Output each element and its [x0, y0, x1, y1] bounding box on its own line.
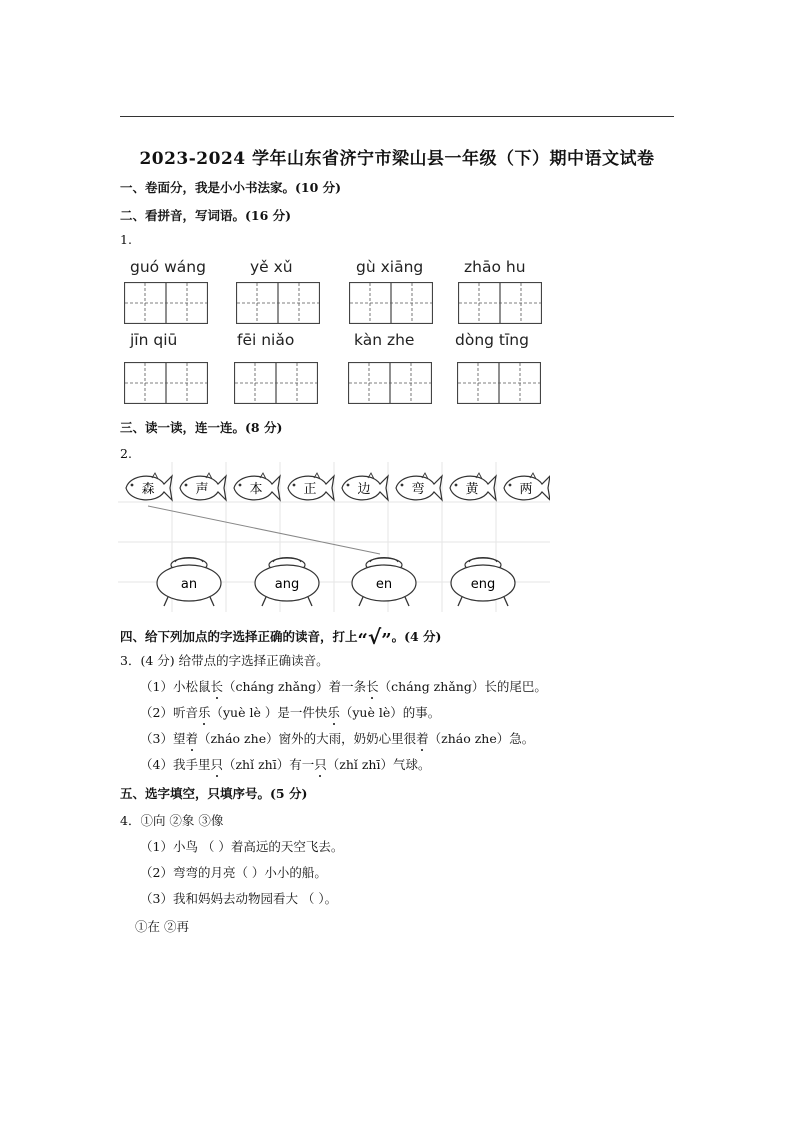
- checkmark-icon: √: [367, 625, 382, 649]
- q4-line-1[interactable]: （1）小鸟 （ ）着高远的天空飞去。: [140, 839, 344, 854]
- q4-line-2[interactable]: （2）弯弯的月亮（ ）小小的船。: [140, 865, 327, 880]
- pot-label: an: [180, 577, 198, 592]
- writing-grid[interactable]: [349, 282, 433, 324]
- pinyin-word: kàn zhe: [354, 331, 415, 349]
- q3-l1-option[interactable]: （cháng zhǎng）长的尾巴。: [378, 679, 547, 694]
- q3-l4-option[interactable]: （zhǐ zhī）气球。: [326, 757, 431, 772]
- q4-options-2: ①在 ②再: [135, 919, 189, 934]
- dotted-char: 乐: [327, 705, 340, 720]
- fish-card[interactable]: [288, 473, 334, 500]
- q3-l3-option[interactable]: （zháo zhe）窗外的大雨，奶奶心里很: [197, 731, 417, 746]
- pot-label: eng: [470, 577, 496, 592]
- section-4-prefix: 四、给下列加点的字选择正确的读音，打上: [120, 629, 358, 644]
- fish-character: 黄: [465, 482, 479, 497]
- pot-label: en: [375, 577, 393, 592]
- pot-card[interactable]: [451, 558, 515, 607]
- fish-card[interactable]: [180, 473, 226, 500]
- writing-grid[interactable]: [458, 282, 542, 324]
- dotted-char: 只: [314, 757, 327, 772]
- dotted-char: 着: [416, 731, 429, 746]
- q3-l3-option[interactable]: （zháo zhe）急。: [428, 731, 535, 746]
- q3-l1-option[interactable]: （cháng zhǎng）着一条: [222, 679, 367, 694]
- fish-card[interactable]: [126, 473, 172, 500]
- fish-character: 两: [519, 482, 533, 497]
- fish-character: 本: [249, 482, 263, 497]
- writing-grid[interactable]: [124, 282, 208, 324]
- q4-line-3[interactable]: （3）我和妈妈去动物园看大 （ ）。: [140, 891, 338, 906]
- fish-card[interactable]: [396, 473, 442, 500]
- q3-line-3: [140, 729, 534, 747]
- q3-line-1: [140, 677, 547, 695]
- fish-card[interactable]: [342, 473, 388, 500]
- fish-card[interactable]: [504, 473, 550, 500]
- question-4-intro: 4．①向 ②象 ③像: [120, 813, 224, 828]
- writing-grid[interactable]: [234, 362, 318, 404]
- q3-l2-option[interactable]: （yuè lè）的事。: [339, 705, 441, 720]
- section-3-heading: 三、读一读，连一连。(8 分): [120, 420, 283, 435]
- quote-close: ”: [381, 630, 392, 651]
- pot-card[interactable]: [255, 558, 319, 607]
- question-2-number: 2.: [120, 446, 132, 461]
- fish-card[interactable]: [234, 473, 280, 500]
- dotted-char: 着: [185, 731, 198, 746]
- section-4-heading: [120, 625, 441, 651]
- dotted-char: 只: [210, 757, 223, 772]
- matching-illustration: [118, 462, 550, 612]
- writing-grid[interactable]: [124, 362, 208, 404]
- q3-l4-option[interactable]: （zhǐ zhī）有一: [222, 757, 315, 772]
- section-4-suffix: 。(4 分): [391, 629, 442, 644]
- section-1-heading: 一、卷面分，我是小小书法家。(10 分): [120, 180, 342, 195]
- pinyin-word: gù xiāng: [356, 258, 424, 276]
- fish-character: 森: [141, 482, 155, 497]
- dotted-char: 长: [366, 679, 379, 694]
- fish-card[interactable]: [450, 473, 496, 500]
- page-title: 2023-2024 学年山东省济宁市梁山县一年级（下）期中语文试卷: [139, 149, 655, 169]
- q3-l3-text: （3）望: [140, 731, 186, 746]
- quote-open: “: [357, 630, 368, 651]
- pinyin-word: zhāo hu: [464, 258, 526, 276]
- writing-grid[interactable]: [236, 282, 320, 324]
- question-1-number: 1.: [120, 232, 132, 247]
- q3-l2-option[interactable]: （yuè lè ）是一件快: [210, 705, 328, 720]
- section-5-heading: 五、选字填空，只填序号。(5 分): [120, 786, 308, 801]
- fish-character: 边: [357, 482, 371, 497]
- section-2-heading: 二、看拼音，写词语。(16 分): [120, 208, 292, 223]
- q3-l2-text: （2）听音: [140, 705, 198, 720]
- pot-card[interactable]: [157, 558, 221, 607]
- pinyin-word: yě xǔ: [250, 258, 293, 276]
- dotted-char: 长: [210, 679, 223, 694]
- connector-line: [148, 506, 380, 554]
- writing-grid[interactable]: [348, 362, 432, 404]
- fish-character: 声: [195, 482, 209, 497]
- fish-character: 弯: [411, 482, 425, 497]
- writing-grid[interactable]: [457, 362, 541, 404]
- pinyin-word: jīn qiū: [130, 331, 178, 349]
- q3-line-4: [140, 755, 430, 773]
- dotted-char: 乐: [197, 705, 211, 720]
- pot-label: ang: [274, 577, 300, 592]
- header-rule: [120, 116, 674, 117]
- pinyin-word: fēi niǎo: [237, 331, 295, 349]
- fish-character: 正: [303, 482, 317, 497]
- question-3-intro: 3．(4 分) 给带点的字选择正确读音。: [120, 653, 329, 668]
- pot-card[interactable]: [352, 558, 416, 607]
- q3-l4-text: （4）我手里: [140, 757, 211, 772]
- q3-line-2: [140, 703, 440, 721]
- pinyin-word: guó wáng: [130, 258, 206, 276]
- pinyin-word: dòng tīng: [455, 331, 529, 349]
- q3-l1-text: （1）小松鼠: [140, 679, 211, 694]
